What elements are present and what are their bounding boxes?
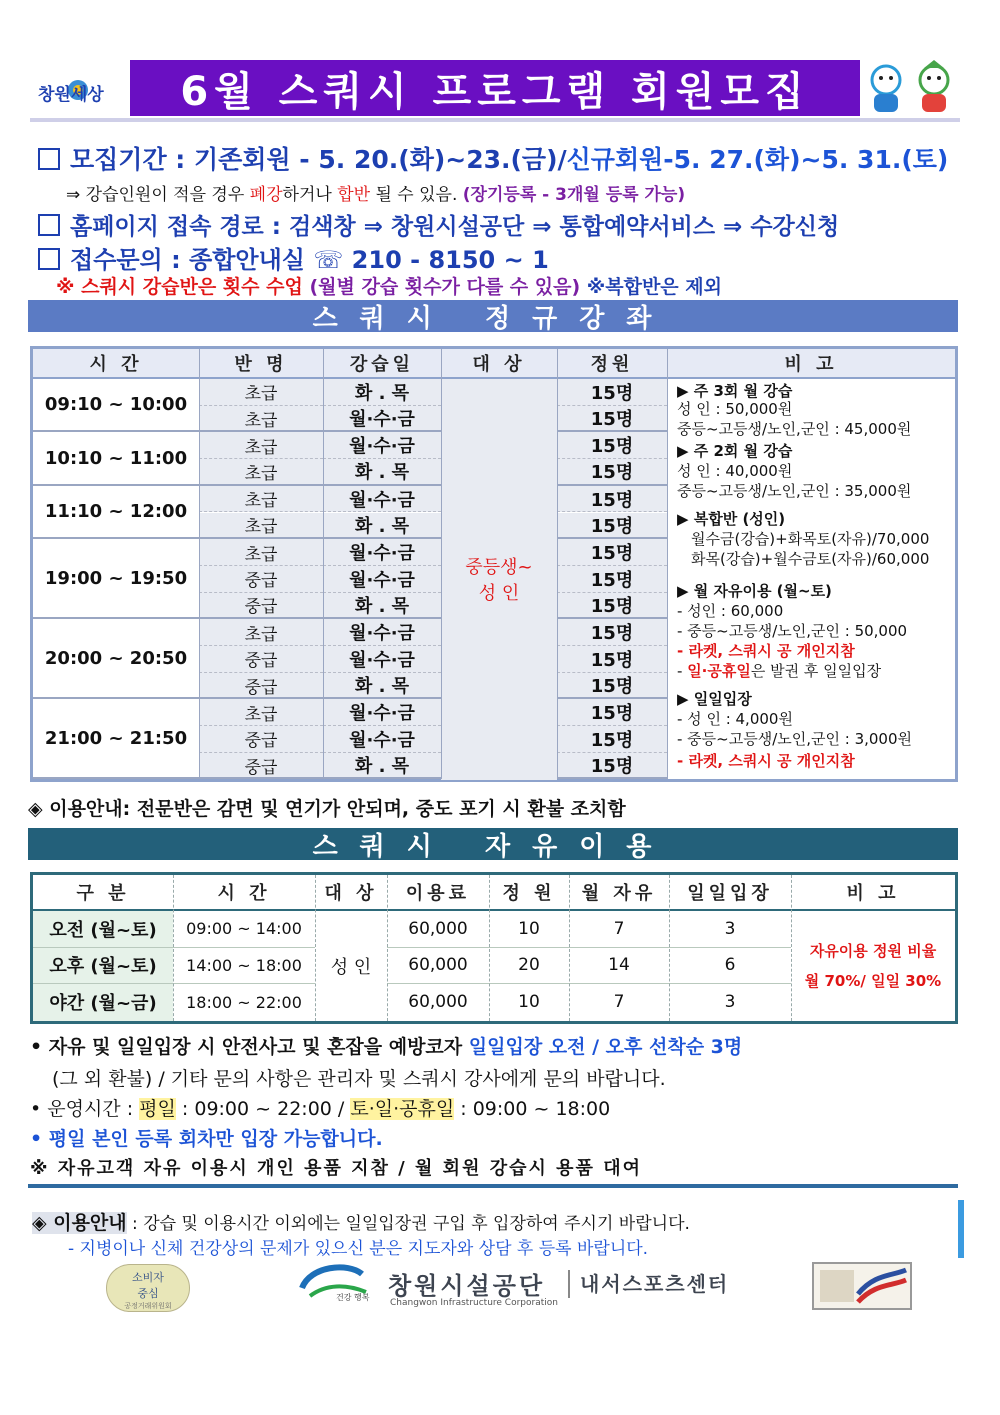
free-monthly-cell: 7: [613, 992, 625, 1013]
regular-table: [30, 346, 958, 782]
regular-capacity-cell: 15명: [557, 593, 667, 620]
page-title: 6월 스쿼시 프로그램 회원모집: [130, 60, 860, 116]
regular-remark-line: ▶ 복합반 (성인): [677, 510, 786, 528]
free-header-cell: 대 상: [315, 875, 387, 911]
regular-class-cell: 초급: [199, 459, 323, 486]
contact-info: 접수문의 : 종합안내실 ☏ 210 - 8150 ~ 1: [38, 240, 549, 275]
regular-capacity-cell: 15명: [557, 379, 667, 406]
regular-remark-line: 화목(강습)+월수금토(자유)/60,000: [691, 550, 930, 568]
free-header-cell: 일일입장: [669, 875, 791, 911]
regular-capacity-cell: 15명: [557, 406, 667, 433]
note-refund: (그 외 환불) / 기타 문의 사항은 관리자 및 스쿼시 강사에게 문의 바랍니다.: [52, 1068, 666, 1090]
free-header-cell: 정 원: [489, 875, 569, 911]
note-equipment: ※ 자유고객 자유 이용시 개인 용품 지참 / 월 회원 강습시 용품 대여: [30, 1158, 642, 1179]
free-section-title: 스쿼시 자유이용: [28, 828, 958, 860]
regular-section-title: 스쿼시 정규강좌: [28, 300, 958, 332]
regular-time-cell: 09:10 ~ 10:00: [33, 379, 199, 432]
consumer-badge: 소비자 중심 공정거래위원회: [106, 1264, 190, 1312]
target-line: 중등생~: [465, 557, 533, 579]
regular-capacity-cell: 15명: [557, 753, 667, 780]
bottom-notice: [28, 1200, 964, 1258]
table-column-divider: [489, 875, 490, 1021]
free-time-cell: 18:00 ~ 22:00: [186, 992, 302, 1012]
period-note: ⇒ 강습인원이 적을 경우 폐강하거나 합반 될 수 있음. (장기등록 - 3개월 등록 가능): [66, 185, 686, 205]
checkbox-square-icon: [38, 214, 60, 236]
target-line: 성 인: [478, 583, 520, 605]
free-remark-cell: [791, 911, 955, 1021]
regular-remark-line: - 성인 : 60,000: [677, 602, 784, 620]
regular-days-cell: 월·수·금: [323, 646, 441, 673]
warning-line: ※ 스쿼시 강습반은 횟수 수업 (월별 강습 횟수가 다를 수 있음) ※복합반은 제외: [56, 276, 722, 298]
table-column-divider: [569, 875, 570, 1021]
free-capacity-cell: 20: [489, 948, 569, 985]
regular-remark-line: - 중등~고등생/노인,군인 : 3,000원: [677, 730, 913, 748]
regular-remark-line: ▶ 월 자유이용 (월~토): [677, 582, 832, 600]
regular-remark-line: - 라켓, 스쿼시 공 개인지참: [677, 752, 855, 770]
regular-capacity-cell: 15명: [557, 646, 667, 673]
regular-days-cell: 화 . 목: [323, 593, 441, 620]
free-monthly-cell: 14: [569, 948, 669, 985]
free-period-cell: 야간 (월~금): [33, 984, 173, 1021]
regular-remark-line: - 라켓, 스쿼시 공 개인지참: [677, 642, 855, 660]
note-safety: • 자유 및 일일입장 시 안전사고 및 혼잡을 예방코자 일일입장 오전 / 오후 선착순 3명: [30, 1036, 743, 1058]
free-remark-line: 자유이용 정원 비율: [809, 941, 937, 960]
regular-days-cell: 화 . 목: [323, 513, 441, 540]
regular-capacity-cell: 15명: [557, 539, 667, 566]
regular-header-cell: 비 고: [667, 349, 955, 379]
regular-remark-line: 월수금(강습)+화목토(자유)/70,000: [691, 530, 930, 548]
free-time-cell: 09:00 ~ 14:00: [173, 911, 315, 948]
homepage-route: 홈페이지 접속 경로 : 검색창 ⇒ 창원시설공단 ⇒ 통합예약서비스 ⇒ 수강신청: [38, 208, 839, 241]
bottom-line1: ◈ 이용안내 : 강습 및 이용시간 이외에는 일일입장권 구입 후 입장하여 주시기 바랍니다.: [32, 1212, 690, 1234]
regular-days-cell: 월·수·금: [323, 726, 441, 753]
regular-class-cell: 초급: [199, 486, 323, 513]
regular-days-cell: 화 . 목: [323, 459, 441, 486]
regular-capacity-cell: 15명: [557, 432, 667, 459]
regular-remark-line: - 일·공휴일은 발권 후 일일입장: [677, 662, 882, 680]
free-fee-cell: 60,000: [387, 948, 489, 985]
changwon-logo: [38, 66, 118, 116]
table-column-divider: [315, 875, 316, 1021]
usage-note: ◈ 이용안내: 전문반은 감면 및 연기가 안되며, 중도 포기 시 환불 조치함: [28, 798, 626, 820]
regular-remark-line: - 성 인 : 4,000원: [677, 710, 793, 728]
regular-days-cell: 월·수·금: [323, 406, 441, 433]
regular-remark-line: 성 인 : 50,000원: [677, 400, 793, 418]
regular-days-cell: 화 . 목: [323, 753, 441, 780]
regular-time-cell: 21:00 ~ 21:50: [33, 699, 199, 779]
recruit-period: 모집기간 : 기존회원 - 5. 20.(화)~23.(금)/신규회원-5. 27.(화)~5. 31.(토): [38, 140, 948, 176]
checkbox-square-icon: [38, 248, 60, 270]
regular-capacity-cell: 15명: [557, 619, 667, 646]
regular-class-cell: 중급: [199, 593, 323, 620]
free-capacity-cell: 10: [518, 992, 540, 1013]
regular-remark-line: ▶ 주 3회 월 강습: [677, 382, 793, 400]
regular-class-cell: 초급: [199, 432, 323, 459]
regular-header-cell: 반 명: [199, 349, 323, 379]
regular-capacity-cell: 15명: [557, 513, 667, 540]
regular-time-cell: 11:10 ~ 12:00: [33, 486, 199, 539]
free-table: [30, 872, 958, 1024]
regular-days-cell: 화 . 목: [323, 673, 441, 700]
regular-remark-line: ▶ 일일입장: [677, 690, 752, 708]
free-daily-cell: 3: [669, 911, 791, 948]
regular-header-cell: 시 간: [33, 349, 199, 379]
regular-class-cell: 초급: [199, 379, 323, 406]
certificate-badge-icon: [812, 1262, 912, 1310]
header-rule: [30, 118, 960, 122]
regular-time-cell: 19:00 ~ 19:50: [33, 539, 199, 619]
regular-remark-line: 중등~고등생/노인,군인 : 35,000원: [677, 482, 912, 500]
org-name: 창원시설공단: [388, 1272, 546, 1300]
divider: [28, 1184, 958, 1188]
org-subtitle: Changwon Infrastructure Corporation: [390, 1298, 558, 1308]
regular-header-cell: 정원: [557, 349, 667, 379]
regular-class-cell: 초급: [199, 539, 323, 566]
free-fee-cell: 60,000: [408, 992, 468, 1013]
table-column-divider: [669, 875, 670, 1021]
mascot-icons: [862, 60, 958, 116]
regular-class-cell: 중급: [199, 753, 323, 780]
regular-class-cell: 중급: [199, 646, 323, 673]
regular-capacity-cell: 15명: [557, 673, 667, 700]
table-column-divider: [387, 875, 388, 1021]
table-column-divider: [667, 349, 668, 779]
regular-capacity-cell: 15명: [557, 699, 667, 726]
regular-days-cell: 월·수·금: [323, 432, 441, 459]
bottom-line2: - 지병이나 신체 건강상의 문제가 있으신 분은 지도자와 상담 후 등록 바랍니다.: [68, 1239, 649, 1259]
free-header-cell: 월 자유: [569, 875, 669, 911]
table-column-divider: [199, 349, 200, 779]
regular-header-cell: 강습일: [323, 349, 441, 379]
free-header-cell: 시 간: [173, 875, 315, 911]
regular-capacity-cell: 15명: [557, 566, 667, 593]
table-column-divider: [323, 349, 324, 779]
free-capacity-cell: 10: [489, 911, 569, 948]
regular-days-cell: 월·수·금: [323, 699, 441, 726]
regular-remark-line: ▶ 주 2회 월 강습: [677, 442, 793, 460]
regular-remark-line: 성 인 : 40,000원: [677, 462, 793, 480]
regular-class-cell: 중급: [199, 726, 323, 753]
free-target-cell: 성 인: [330, 956, 372, 978]
free-header-cell: 이용료: [387, 875, 489, 911]
free-remark-line: 월 70%/ 일일 30%: [804, 971, 942, 990]
free-time-cell: 14:00 ~ 18:00: [173, 948, 315, 985]
regular-remark-line: - 중등~고등생/노인,군인 : 50,000: [677, 622, 908, 640]
free-header-cell: 구 분: [33, 875, 173, 911]
regular-target-cell: [441, 379, 557, 780]
regular-class-cell: 초급: [199, 513, 323, 540]
regular-days-cell: 월·수·금: [323, 539, 441, 566]
note-hours: • 운영시간 : 평일 : 09:00 ~ 22:00 / 토·일·공휴일 : 09:00 ~ 18:00: [30, 1098, 611, 1120]
note-registered-only: • 평일 본인 등록 회차만 입장 가능합니다.: [30, 1128, 383, 1150]
free-period-cell: 오후 (월~토): [33, 948, 173, 985]
regular-time-cell: 10:10 ~ 11:00: [33, 432, 199, 485]
checkbox-square-icon: [38, 148, 60, 170]
regular-class-cell: 중급: [199, 673, 323, 700]
regular-time-cell: 20:00 ~ 20:50: [33, 619, 199, 699]
table-column-divider: [557, 349, 558, 779]
regular-class-cell: 초급: [199, 406, 323, 433]
table-column-divider: [173, 875, 174, 1021]
free-daily-cell: 6: [669, 948, 791, 985]
regular-class-cell: 초급: [199, 619, 323, 646]
logo-text: 창원세상: [38, 85, 104, 105]
regular-capacity-cell: 15명: [557, 486, 667, 513]
free-header-cell: 비 고: [791, 875, 955, 911]
regular-remark-line: 중등~고등생/노인,군인 : 45,000원: [677, 420, 912, 438]
regular-class-cell: 중급: [199, 566, 323, 593]
regular-capacity-cell: 15명: [557, 726, 667, 753]
center-name: 내서스포츠센터: [580, 1272, 730, 1296]
table-column-divider: [441, 349, 442, 779]
regular-header-cell: 대 상: [441, 349, 557, 379]
regular-days-cell: 월·수·금: [323, 619, 441, 646]
health-happy-logo: 건강 행복: [296, 1262, 376, 1310]
regular-days-cell: 월·수·금: [323, 486, 441, 513]
free-monthly-cell: 7: [569, 911, 669, 948]
free-fee-cell: 60,000: [387, 911, 489, 948]
regular-days-cell: 월·수·금: [323, 566, 441, 593]
free-daily-cell: 3: [724, 992, 736, 1013]
footer-separator: [568, 1270, 570, 1298]
regular-class-cell: 초급: [199, 699, 323, 726]
regular-capacity-cell: 15명: [557, 459, 667, 486]
table-column-divider: [791, 875, 792, 1021]
regular-days-cell: 화 . 목: [323, 379, 441, 406]
free-period-cell: 오전 (월~토): [33, 911, 173, 948]
